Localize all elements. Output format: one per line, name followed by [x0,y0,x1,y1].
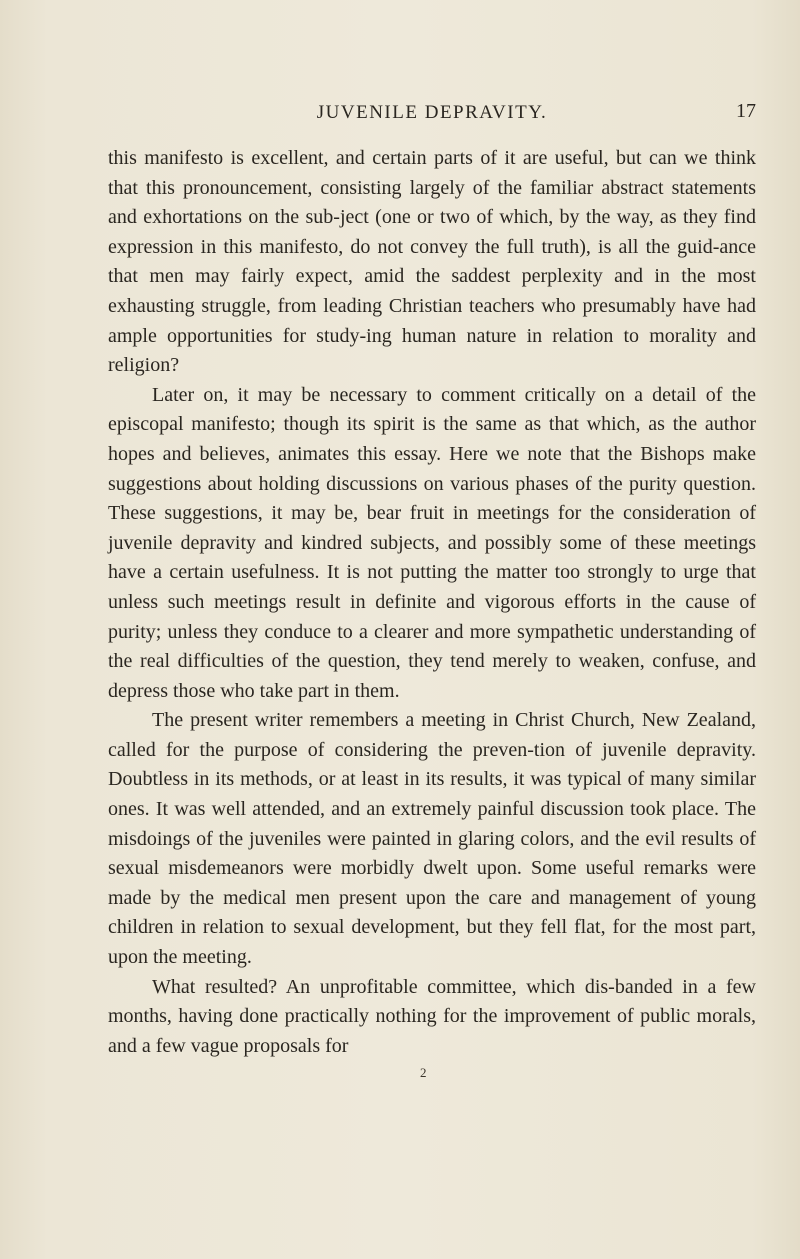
page-number: 17 [736,100,756,122]
body-text [108,144,756,1061]
paragraph: What resulted? An unprofitable committee, which dis-banded in a few months, having done practically nothing for the improvement of public morals, and a few vague proposals for [108,975,756,1057]
signature-mark: 2 [420,1065,427,1080]
paragraph: The present writer remembers a meeting in Christ Church, New Zealand, called for the purpose of considering the preven-tion of juvenile depravity. Doubtless in its methods, or at least in its results, it was typical of many similar ones. It was well attended, and an extremely painful discussion took place. The misdoings of the juveniles were painted in glaring colors, and the evil results of sexual misdemeanors were morbidly dwelt upon. Some useful remarks were made by the medical men present upon the care and management of young children in relation to sexual development, but they fell flat, for the most part, upon the meeting. [108,709,756,969]
paragraph: this manifesto is excellent, and certain parts of it are useful, but can we think that this pronouncement, consisting largely of the familiar abstract statements and exhortations on the sub-ject (one or two of which, by the way, as they find expression in this manifesto, do not convey the full truth), is all the guid-ance that men may fairly expect, amid the saddest perplexity and in the most exhausting struggle, from leading Christian teachers who presumably have had ample opportunities for study-ing human nature in relation to morality and religion? [108,147,756,377]
running-head [108,98,756,128]
running-title: JUVENILE DEPRAVITY. [316,102,548,123]
paragraph: Later on, it may be necessary to comment critically on a detail of the episcopal manifesto; though its spirit is the same as that which, as the author hopes and believes, animates this essay. Here we note that the Bishops make suggestions about holding discussions on various phases of the purity question. These suggestions, it may be, bear fruit in meetings for the consideration of juvenile depravity and kindred subjects, and possibly some of these meetings have a certain usefulness. It is not putting the matter too strongly to urge that unless such meetings result in definite and vigorous efforts in the cause of purity; unless they conduce to a clearer and more sympathetic understanding of the real difficulties of the question, they tend merely to weaken, confuse, and depress those who take part in them. [108,383,756,702]
